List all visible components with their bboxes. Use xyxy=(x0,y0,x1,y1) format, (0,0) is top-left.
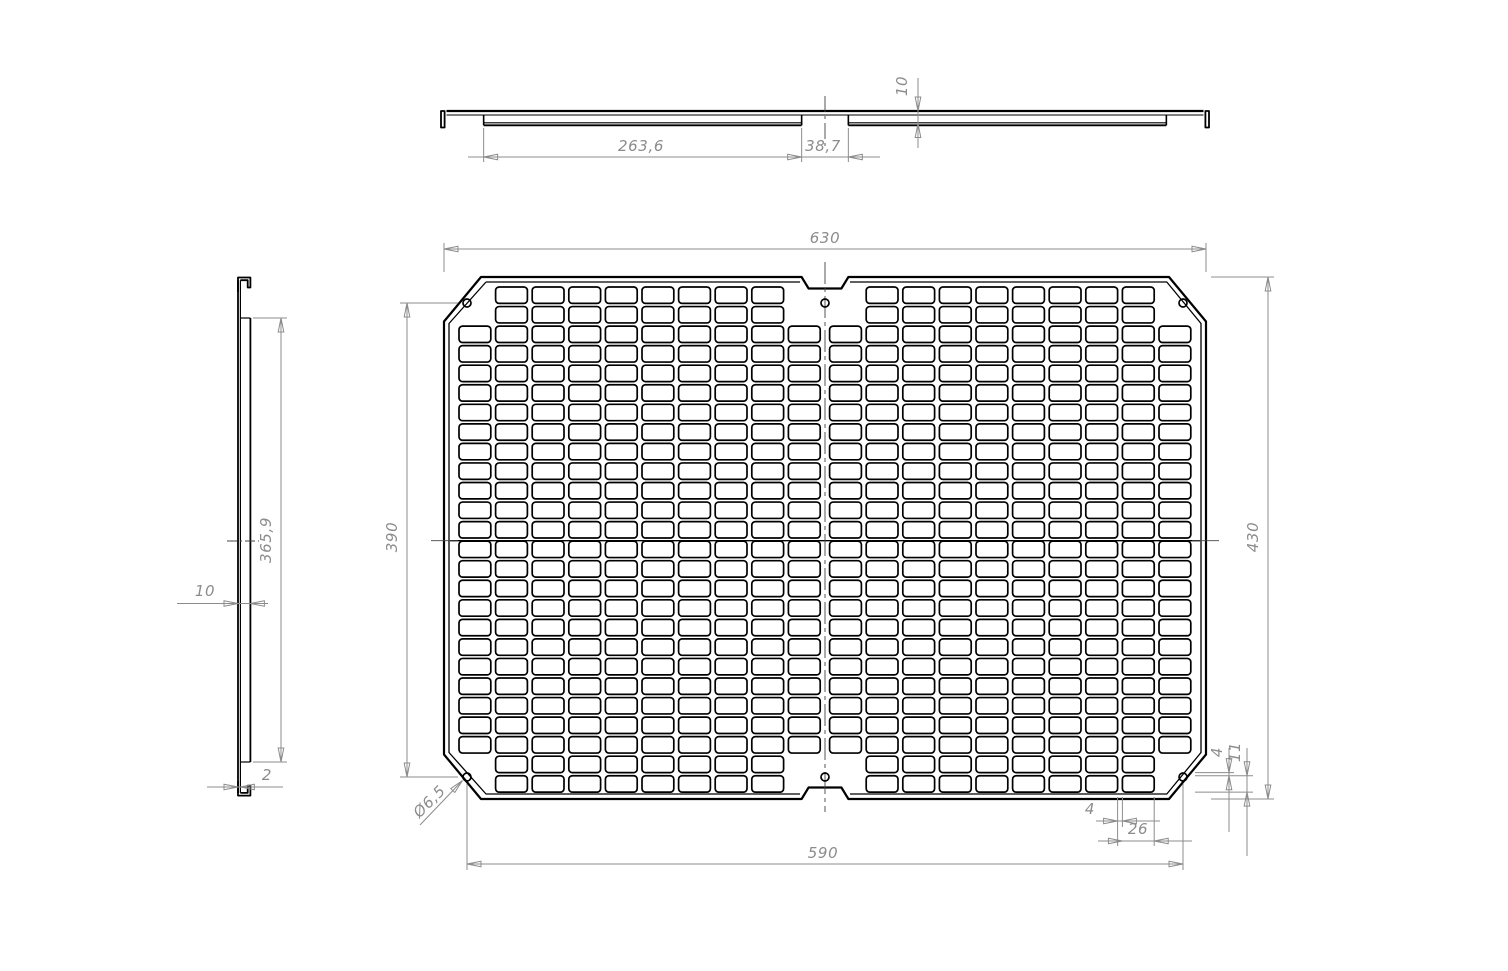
left-edge-flange xyxy=(441,111,445,128)
dim-front-slot-w: 26 xyxy=(1127,820,1149,838)
side-profile-view xyxy=(177,278,287,796)
dim-side-fold-depth: 10 xyxy=(194,582,216,600)
front-view xyxy=(431,262,1219,812)
dim-front-web-h: 4 xyxy=(1084,800,1096,818)
dim-front-web-v: 4 xyxy=(1208,746,1226,758)
dim-top-cutout-length: 263,6 xyxy=(618,137,664,155)
dim-front-hole-diameter: Ø6,5 xyxy=(409,781,450,822)
dim-front-width: 630 xyxy=(809,229,841,247)
dim-top-center-width: 38,7 xyxy=(805,137,841,155)
dim-front-slot-h: 11 xyxy=(1226,741,1244,763)
top-profile-view xyxy=(441,76,1209,162)
dim-top-flange-height: 10 xyxy=(893,75,911,97)
dim-front-height: 430 xyxy=(1244,521,1262,553)
dim-front-hole-pitch-h: 590 xyxy=(807,844,839,862)
dim-side-thickness: 2 xyxy=(261,766,273,784)
dim-front-hole-pitch-v: 390 xyxy=(383,521,401,553)
dim-side-panel-span: 365,9 xyxy=(257,517,275,563)
right-edge-flange xyxy=(1205,111,1209,128)
